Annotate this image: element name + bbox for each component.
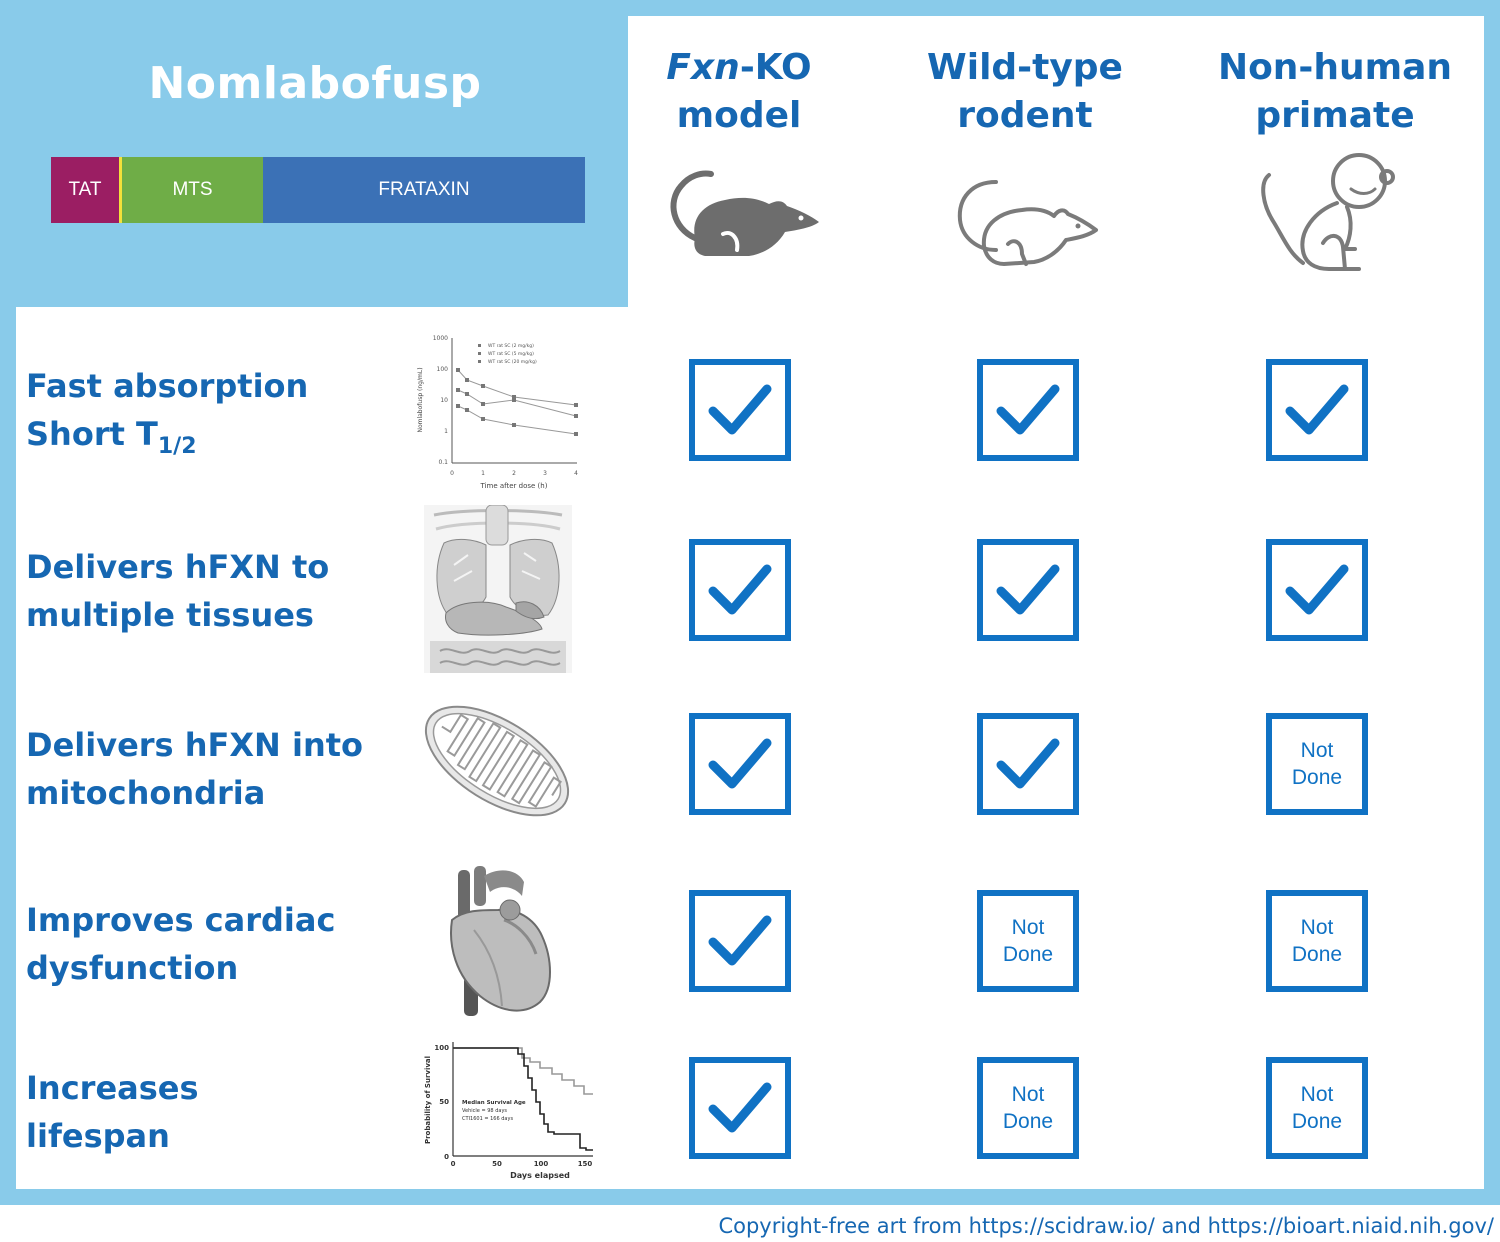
row-label-line1: Fast absorption bbox=[26, 367, 309, 405]
row-label-lifespan bbox=[26, 1064, 406, 1160]
survival-xlabel: Days elapsed bbox=[510, 1171, 570, 1180]
row-label-line1: Improves cardiac bbox=[26, 901, 336, 939]
survival-curve-chart bbox=[418, 1036, 598, 1184]
pk-xtick: 1 bbox=[481, 470, 485, 477]
column-header-line2: rodent bbox=[957, 95, 1093, 136]
checkmark-cell bbox=[689, 359, 791, 461]
not-done-label bbox=[993, 1081, 1063, 1135]
title-panel bbox=[0, 0, 628, 307]
checkmark-cell bbox=[689, 1057, 791, 1159]
column-header-line2: model bbox=[676, 95, 802, 136]
pk-xtick: 2 bbox=[512, 470, 516, 477]
checkmark-icon bbox=[705, 906, 775, 976]
rat-outline-icon bbox=[950, 176, 1105, 271]
checkmark-cell bbox=[1266, 539, 1368, 641]
row-label-line1: Delivers hFXN into bbox=[26, 726, 363, 764]
not-done-line1: Not bbox=[1300, 916, 1334, 939]
checkmark-icon bbox=[1282, 375, 1352, 445]
column-header-italic: Fxn bbox=[666, 47, 740, 88]
survival-ytick: 0 bbox=[444, 1153, 449, 1161]
column-header-primate bbox=[1185, 44, 1485, 140]
checkmark-icon bbox=[1282, 555, 1352, 625]
not-done-label bbox=[1282, 914, 1352, 968]
not-done-cell bbox=[977, 890, 1079, 992]
not-done-line2: Done bbox=[1002, 1110, 1054, 1133]
not-done-label bbox=[993, 914, 1063, 968]
row-label-line1: Increases bbox=[26, 1069, 199, 1107]
not-done-line2: Done bbox=[1291, 1110, 1343, 1133]
column-header-fxn-ko bbox=[589, 44, 889, 140]
row-label-subscript: 1/2 bbox=[157, 434, 197, 459]
checkmark-icon bbox=[705, 729, 775, 799]
pk-ytick: 10 bbox=[440, 397, 448, 404]
not-done-cell bbox=[1266, 890, 1368, 992]
row-label-mitochondria bbox=[26, 721, 406, 817]
not-done-cell bbox=[1266, 713, 1368, 815]
row-label-line2: Short T bbox=[26, 415, 158, 453]
not-done-cell bbox=[977, 1057, 1079, 1159]
copyright-footer: Copyright-free art from https://scidraw.io/ and https://bioart.niaid.nih.gov/ bbox=[718, 1214, 1494, 1238]
pk-legend-entry: WT rat SC (2 mg/kg) bbox=[488, 344, 534, 349]
column-header-rest: -KO bbox=[739, 47, 812, 88]
column-header-line2: primate bbox=[1255, 95, 1415, 136]
segment-mts: MTS bbox=[122, 157, 263, 223]
survival-ylabel: Probability of Survival bbox=[424, 1055, 432, 1145]
page-title: Nomlabofusp bbox=[148, 58, 482, 109]
not-done-label bbox=[1282, 737, 1352, 791]
checkmark-icon bbox=[993, 729, 1063, 799]
pk-ytick: 100 bbox=[436, 366, 448, 373]
column-header-wild-type bbox=[875, 44, 1175, 140]
checkmark-icon bbox=[705, 555, 775, 625]
not-done-cell bbox=[1266, 1057, 1368, 1159]
not-done-line1: Not bbox=[1300, 1083, 1334, 1106]
not-done-line1: Not bbox=[1300, 739, 1334, 762]
pk-xtick: 3 bbox=[543, 470, 547, 477]
row-label-line2: lifespan bbox=[26, 1117, 170, 1155]
not-done-line2: Done bbox=[1291, 943, 1343, 966]
not-done-line1: Not bbox=[1011, 916, 1045, 939]
row-label-tissues bbox=[26, 543, 406, 639]
checkmark-cell bbox=[977, 539, 1079, 641]
pk-xtick: 4 bbox=[574, 470, 578, 477]
pk-xtick: 0 bbox=[450, 470, 454, 477]
row-label-cardiac bbox=[26, 896, 406, 992]
pk-legend-entry: WT rat SC (20 mg/kg) bbox=[488, 360, 537, 365]
not-done-label bbox=[1282, 1081, 1352, 1135]
pk-series-low bbox=[458, 406, 576, 434]
checkmark-icon bbox=[705, 375, 775, 445]
not-done-line1: Not bbox=[1011, 1083, 1045, 1106]
heart-illustration bbox=[444, 866, 554, 1016]
not-done-line2: Done bbox=[1291, 766, 1343, 789]
checkmark-cell bbox=[689, 713, 791, 815]
checkmark-cell bbox=[977, 359, 1079, 461]
not-done-line2: Done bbox=[1002, 943, 1054, 966]
pk-legend bbox=[478, 343, 537, 365]
row-label-line2: mitochondria bbox=[26, 774, 266, 812]
pk-ytick: 1000 bbox=[432, 335, 448, 342]
column-header-line1: Wild-type bbox=[927, 47, 1123, 88]
pk-curve-chart bbox=[412, 330, 587, 495]
segment-frataxin: FRATAXIN bbox=[263, 157, 585, 223]
pk-ylabel: Nomlabofusp (ng/mL) bbox=[417, 367, 424, 433]
row-label-line1: Delivers hFXN to bbox=[26, 548, 330, 586]
checkmark-cell bbox=[977, 713, 1079, 815]
mitochondrion-illustration bbox=[422, 695, 572, 827]
checkmark-icon bbox=[705, 1073, 775, 1143]
survival-ytick: 50 bbox=[439, 1098, 449, 1106]
organs-illustration bbox=[424, 505, 572, 673]
survival-xtick: 100 bbox=[533, 1160, 549, 1168]
survival-ytick: 100 bbox=[434, 1044, 449, 1052]
pk-ytick: 0.1 bbox=[438, 459, 448, 466]
monkey-outline-icon bbox=[1255, 145, 1395, 275]
pk-ytick: 1 bbox=[444, 428, 448, 435]
survival-series-treated bbox=[453, 1048, 593, 1094]
construct-bar bbox=[51, 157, 585, 223]
checkmark-icon bbox=[993, 555, 1063, 625]
checkmark-cell bbox=[689, 539, 791, 641]
row-label-line2: multiple tissues bbox=[26, 596, 314, 634]
survival-annotation-treated: CTI1601 = 166 days bbox=[462, 1116, 514, 1122]
survival-xtick: 50 bbox=[492, 1160, 502, 1168]
pk-legend-entry: WT rat SC (5 mg/kg) bbox=[488, 352, 534, 357]
pk-xlabel: Time after dose (h) bbox=[480, 482, 548, 490]
row-label-absorption bbox=[26, 362, 406, 458]
row-label-line2: dysfunction bbox=[26, 949, 239, 987]
checkmark-icon bbox=[993, 375, 1063, 445]
survival-xtick: 0 bbox=[450, 1160, 456, 1168]
survival-series-vehicle bbox=[453, 1048, 593, 1150]
column-header-line1: Non-human bbox=[1217, 47, 1453, 88]
checkmark-cell bbox=[689, 890, 791, 992]
mouse-filled-icon bbox=[665, 168, 825, 268]
checkmark-cell bbox=[1266, 359, 1368, 461]
survival-annotation-title: Median Survival Age bbox=[462, 1100, 526, 1106]
segment-tat: TAT bbox=[51, 157, 119, 223]
survival-xtick: 150 bbox=[577, 1160, 593, 1168]
survival-annotation-vehicle: Vehicle = 98 days bbox=[462, 1108, 508, 1114]
